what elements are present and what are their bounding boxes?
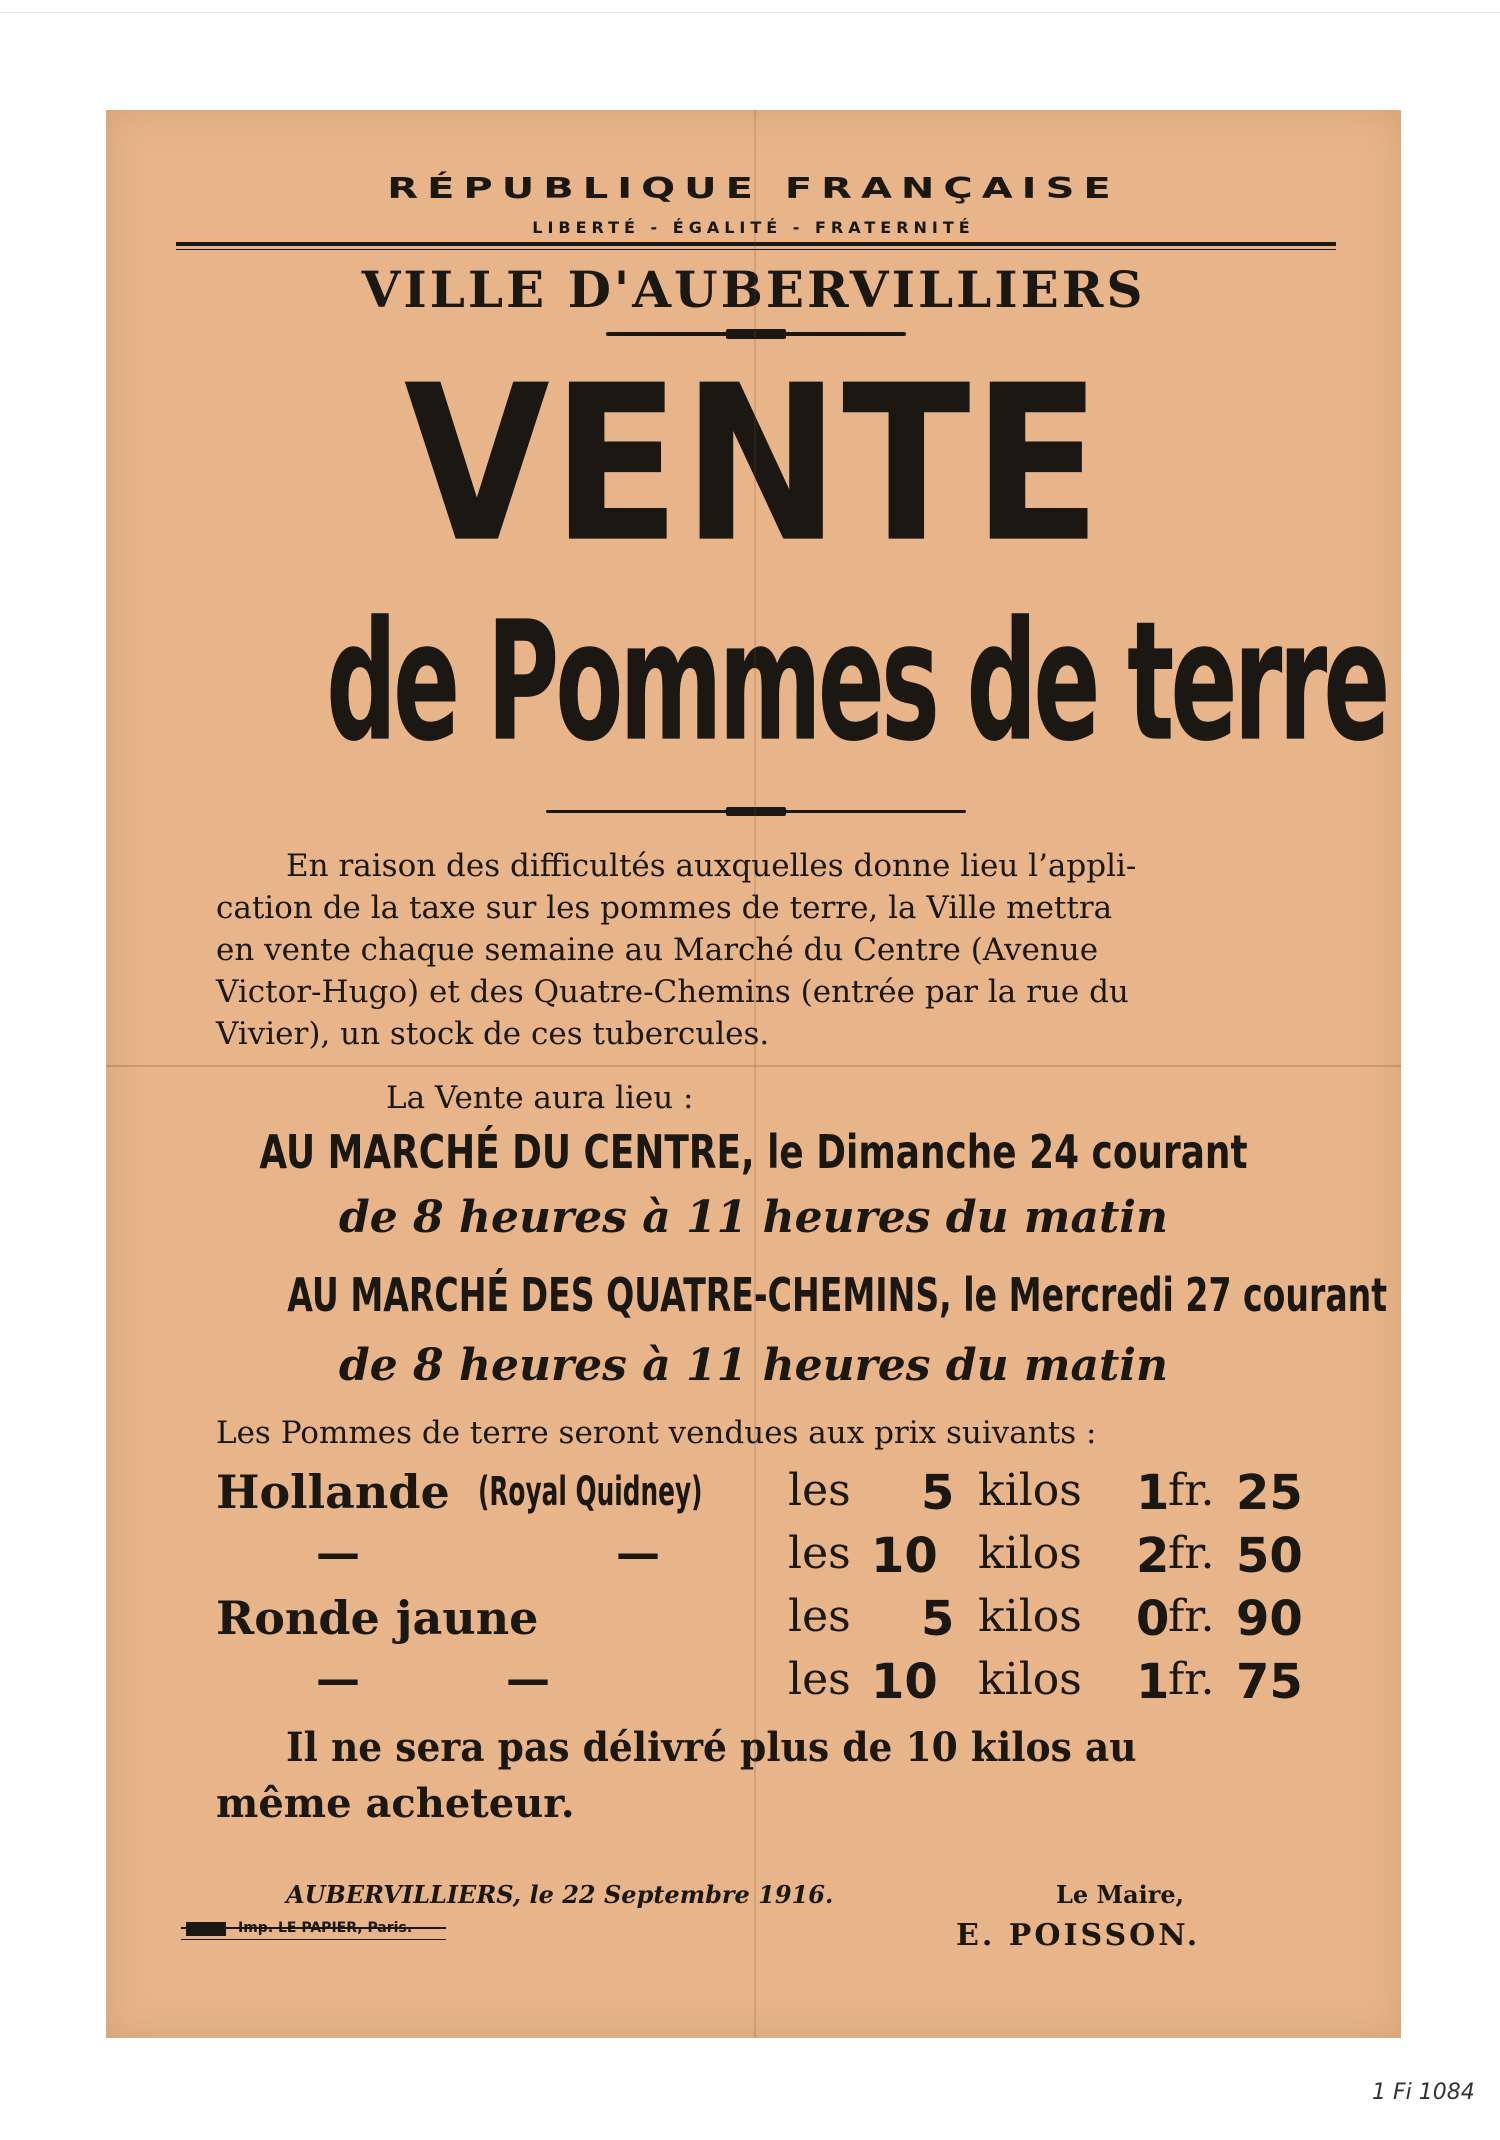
fr: fr.	[1168, 1465, 1215, 1516]
price-row	[216, 1591, 1316, 1651]
ornament-center-2	[726, 807, 786, 816]
les: les	[788, 1654, 851, 1705]
price-row	[216, 1528, 1316, 1588]
ditto-mark: —	[616, 1528, 660, 1579]
intro-line: en vente chaque semaine au Marché du Centre (Avenue	[216, 932, 1099, 968]
intro-line: Victor-Hugo) et des Quatre-Chemins (entrée par la rue du	[216, 974, 1129, 1010]
ditto-mark: —	[316, 1528, 360, 1579]
date-place: AUBERVILLIERS, le 22 Septembre 1916.	[286, 1880, 834, 1909]
fr: fr.	[1168, 1591, 1215, 1642]
prices-lead: Les Pommes de terre seront vendues aux prix suivants :	[216, 1415, 1097, 1451]
intro-line: En raison des difficultés auxquelles donne lieu l’appli-	[286, 848, 1137, 884]
intro-line: Vivier), un stock de ces tubercules.	[216, 1016, 770, 1052]
unit: kilos	[978, 1591, 1082, 1642]
francs: 2	[1136, 1528, 1170, 1584]
price-row	[216, 1465, 1316, 1525]
unit: kilos	[978, 1465, 1082, 1516]
centre-hours: de 8 heures à 11 heures du matin	[338, 1192, 1169, 1243]
francs: 0	[1136, 1591, 1170, 1647]
qty: 5	[921, 1465, 955, 1521]
francs: 1	[1136, 1654, 1170, 1710]
ditto-mark: —	[316, 1654, 360, 1705]
les: les	[788, 1465, 851, 1516]
fr: fr.	[1168, 1528, 1215, 1579]
les: les	[788, 1591, 851, 1642]
variety: Hollande	[216, 1465, 450, 1519]
scan-edge	[0, 0, 1500, 13]
maire-title: Le Maire,	[1056, 1880, 1185, 1909]
notice-line-1: Il ne sera pas délivré plus de 10 kilos au	[286, 1724, 1137, 1771]
cents: 25	[1236, 1465, 1303, 1521]
les: les	[788, 1528, 851, 1579]
cents: 90	[1236, 1591, 1303, 1647]
fr: fr.	[1168, 1654, 1215, 1705]
republique-heading: RÉPUBLIQUE FRANÇAISE	[387, 172, 1120, 206]
price-row	[216, 1654, 1316, 1714]
quatre-place: AU MARCHÉ DES QUATRE-CHEMINS, le Mercredi 27 courant	[287, 1268, 1388, 1322]
subvariety: (Royal Quidney)	[478, 1469, 703, 1515]
printer-logo	[186, 1922, 226, 1936]
quatre-hours: de 8 heures à 11 heures du matin	[338, 1340, 1169, 1391]
poster	[106, 110, 1401, 2038]
archive-reference: 1 Fi 1084	[1372, 2080, 1475, 2105]
ornament-center	[726, 329, 786, 339]
cents: 75	[1236, 1654, 1303, 1710]
variety: Ronde jaune	[216, 1591, 539, 1645]
centre-place: AU MARCHÉ DU CENTRE, le Dimanche 24 courant	[259, 1125, 1248, 1179]
header-rule-thin	[176, 249, 1336, 250]
ville-heading: VILLE D'AUBERVILLIERS	[361, 260, 1146, 319]
header-rule	[176, 242, 1336, 246]
notice-line-2: même acheteur.	[216, 1780, 575, 1827]
maire-name: E. POISSON.	[956, 1918, 1201, 1953]
title-vente: VENTE	[403, 340, 1104, 591]
title-pommes: de Pommes de terre	[326, 586, 1387, 779]
qty: 5	[921, 1591, 955, 1647]
printer-credit: Imp. LE PAPIER, Paris.	[238, 1920, 413, 1936]
unit: kilos	[978, 1654, 1082, 1705]
qty: 10	[871, 1528, 938, 1584]
francs: 1	[1136, 1465, 1170, 1521]
intro-line: cation de la taxe sur les pommes de terre, la Ville mettra	[216, 890, 1113, 926]
devise: LIBERTÉ - ÉGALITÉ - FRATERNITÉ	[532, 218, 975, 237]
sale-lead: La Vente aura lieu :	[386, 1080, 694, 1116]
unit: kilos	[978, 1528, 1082, 1579]
qty: 10	[871, 1654, 938, 1710]
ditto-mark: —	[506, 1654, 550, 1705]
intro-paragraph	[216, 845, 1306, 1055]
cents: 50	[1236, 1528, 1303, 1584]
